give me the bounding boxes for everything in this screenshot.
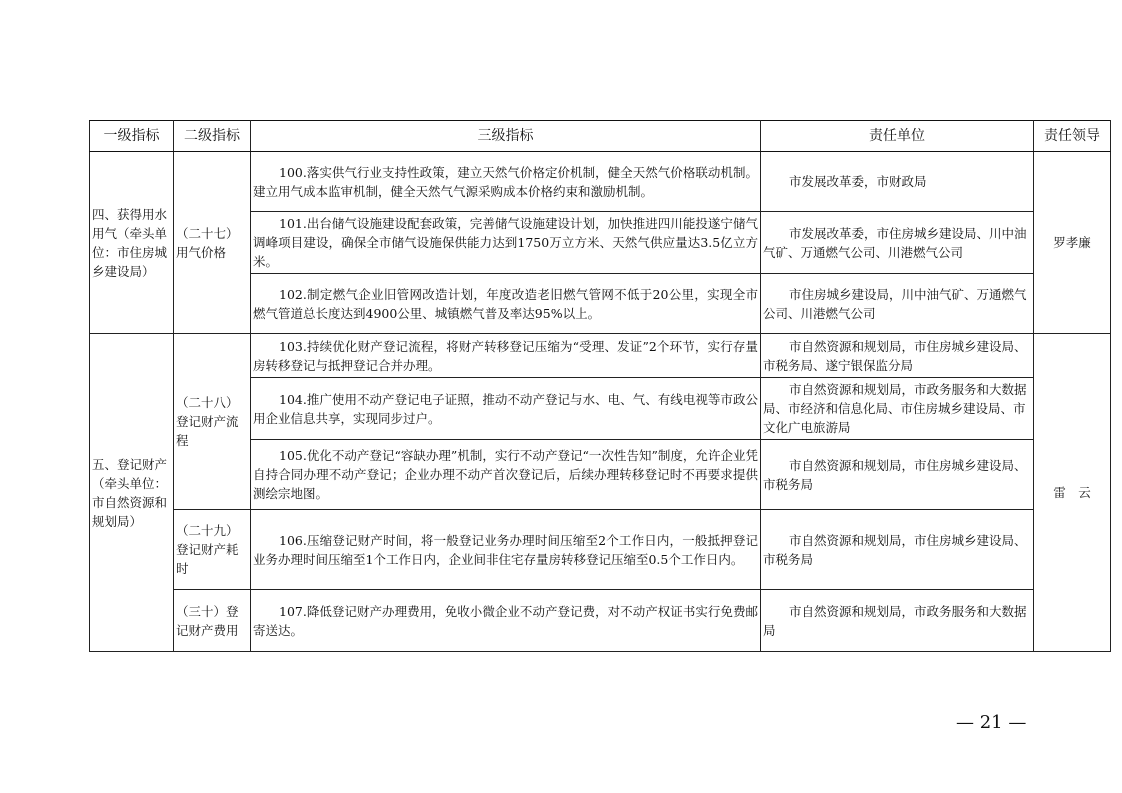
table-row xyxy=(90,510,1111,590)
table-header-row xyxy=(90,121,1111,152)
level1-cell: 五、登记财产（牵头单位：市自然资源和规划局） xyxy=(90,334,174,652)
header-level2: 二级指标 xyxy=(174,121,251,152)
table-row xyxy=(90,590,1111,652)
level2-cell: （二十八）登记财产流程 xyxy=(174,334,251,510)
level3-cell: 105.优化不动产登记“容缺办理”机制，实行不动产登记“一次性告知”制度，允许企业凭自持合同办理不动产登记；企业办理不动产首次登记后，后续办理转移登记时不再要求提供测绘宗地图。 xyxy=(251,440,761,510)
unit-cell: 市自然资源和规划局，市政务服务和大数据局 xyxy=(761,590,1034,652)
header-leader: 责任领导 xyxy=(1034,121,1111,152)
level3-cell: 101.出台储气设施建设配套政策，完善储气设施建设计划，加快推进四川能投遂宁储气调峰项目建设，确保全市储气设施保供能力达到1750万立方米、天然气供应量达3.5亿立方米。 xyxy=(251,212,761,274)
leader-cell: 罗孝廉 xyxy=(1034,152,1111,334)
unit-cell: 市发展改革委，市住房城乡建设局、川中油气矿、万通燃气公司、川港燃气公司 xyxy=(761,212,1034,274)
level3-cell: 103.持续优化财产登记流程，将财产转移登记压缩为“受理、发证”2个环节，实行存量房转移登记与抵押登记合并办理。 xyxy=(251,334,761,378)
leader-cell: 雷 云 xyxy=(1034,334,1111,652)
unit-cell: 市自然资源和规划局，市政务服务和大数据局、市经济和信息化局、市住房城乡建设局、市文化广电旅游局 xyxy=(761,378,1034,440)
unit-cell: 市自然资源和规划局，市住房城乡建设局、市税务局、遂宁银保监分局 xyxy=(761,334,1034,378)
level1-cell: 四、获得用水用气（牵头单位：市住房城乡建设局） xyxy=(90,152,174,334)
header-level1: 一级指标 xyxy=(90,121,174,152)
table-row xyxy=(90,334,1111,378)
level2-cell: （二十九）登记财产耗时 xyxy=(174,510,251,590)
level2-cell: （三十）登记财产费用 xyxy=(174,590,251,652)
level3-cell: 104.推广使用不动产登记电子证照，推动不动产登记与水、电、气、有线电视等市政公用企业信息共享，实现同步过户。 xyxy=(251,378,761,440)
header-level3: 三级指标 xyxy=(251,121,761,152)
page-number: — 21 — xyxy=(956,712,1027,733)
unit-cell: 市自然资源和规划局，市住房城乡建设局、市税务局 xyxy=(761,510,1034,590)
level3-cell: 106.压缩登记财产时间，将一般登记业务办理时间压缩至2个工作日内，一般抵押登记业务办理时间压缩至1个工作日内，企业间非住宅存量房转移登记压缩至0.5个工作日内。 xyxy=(251,510,761,590)
unit-cell: 市住房城乡建设局，川中油气矿、万通燃气公司、川港燃气公司 xyxy=(761,274,1034,334)
level3-cell: 100.落实供气行业支持性政策，建立天然气价格定价机制，健全天然气价格联动机制。建立用气成本监审机制，健全天然气气源采购成本价格约束和激励机制。 xyxy=(251,152,761,212)
header-unit: 责任单位 xyxy=(761,121,1034,152)
table-row xyxy=(90,152,1111,212)
unit-cell: 市发展改革委，市财政局 xyxy=(761,152,1034,212)
unit-cell: 市自然资源和规划局，市住房城乡建设局、市税务局 xyxy=(761,440,1034,510)
level3-cell: 107.降低登记财产办理费用，免收小微企业不动产登记费，对不动产权证书实行免费邮寄送达。 xyxy=(251,590,761,652)
indicator-table xyxy=(89,120,1111,652)
level2-cell: （二十七）用气价格 xyxy=(174,152,251,334)
level3-cell: 102.制定燃气企业旧管网改造计划，年度改造老旧燃气管网不低于20公里，实现全市燃气管道总长度达到4900公里、城镇燃气普及率达95%以上。 xyxy=(251,274,761,334)
